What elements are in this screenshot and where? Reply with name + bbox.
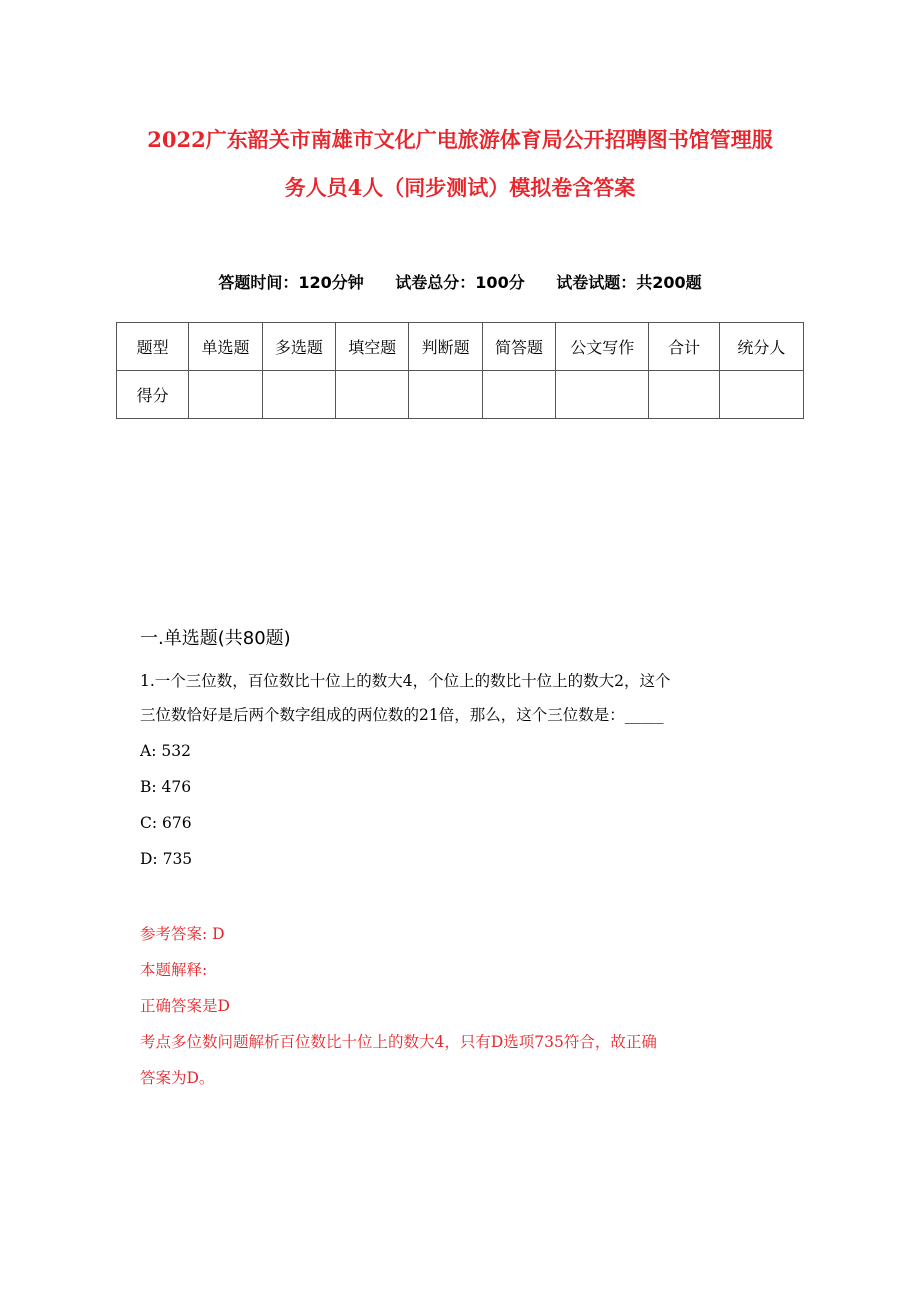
- header-cell: 统分人: [719, 323, 803, 371]
- doc-title-line-1: 2022广东韶关市南雄市文化广电旅游体育局公开招聘图书馆管理服: [147, 127, 773, 152]
- exam-time: 答题时间：120分钟: [218, 273, 364, 292]
- row-label-cell: 得分: [117, 371, 189, 419]
- question-line-2: 三位数恰好是后两个数字组成的两位数的21倍，那么，这个三位数是：_____: [140, 706, 664, 724]
- header-cell: 单选题: [189, 323, 262, 371]
- header-cell: 填空题: [336, 323, 409, 371]
- score-cell: [482, 371, 555, 419]
- score-cell: [649, 371, 719, 419]
- option-a: A: 532: [140, 742, 191, 760]
- header-cell: 多选题: [262, 323, 335, 371]
- doc-title-line-2: 务人员4人（同步测试）模拟卷含答案: [284, 175, 636, 200]
- score-cell: [262, 371, 335, 419]
- explanation-line-1: 考点多位数问题解析百位数比十位上的数大4，只有D选项735符合，故正确: [140, 1033, 657, 1051]
- score-cell: [719, 371, 803, 419]
- header-cell: 简答题: [482, 323, 555, 371]
- header-cell: 题型: [117, 323, 189, 371]
- score-value-row: [117, 371, 804, 419]
- correct-answer: 正确答案是D: [140, 997, 230, 1015]
- exam-question-count: 试卷试题：共200题: [556, 273, 702, 292]
- exam-meta: [0, 270, 920, 293]
- score-cell: [556, 371, 649, 419]
- score-header-row: [117, 323, 804, 371]
- question-line-1: 1.一个三位数，百位数比十位上的数大4，个位上的数比十位上的数大2，这个: [140, 672, 671, 690]
- header-cell: 判断题: [409, 323, 482, 371]
- exam-total-score: 试卷总分：100分: [395, 273, 525, 292]
- option-d: D: 735: [140, 850, 193, 868]
- section-title: 一.单选题(共80题): [140, 628, 291, 649]
- question-stem: [140, 664, 780, 732]
- option-c: C: 676: [140, 814, 192, 832]
- header-cell: 合计: [649, 323, 719, 371]
- score-table: [116, 322, 804, 419]
- explanation-label: 本题解释:: [140, 961, 208, 979]
- score-cell: [409, 371, 482, 419]
- reference-answer: 参考答案: D: [140, 925, 225, 943]
- explanation-line-2: 答案为D。: [140, 1069, 215, 1087]
- score-cell: [336, 371, 409, 419]
- option-b: B: 476: [140, 778, 192, 796]
- score-cell: [189, 371, 262, 419]
- header-cell: 公文写作: [556, 323, 649, 371]
